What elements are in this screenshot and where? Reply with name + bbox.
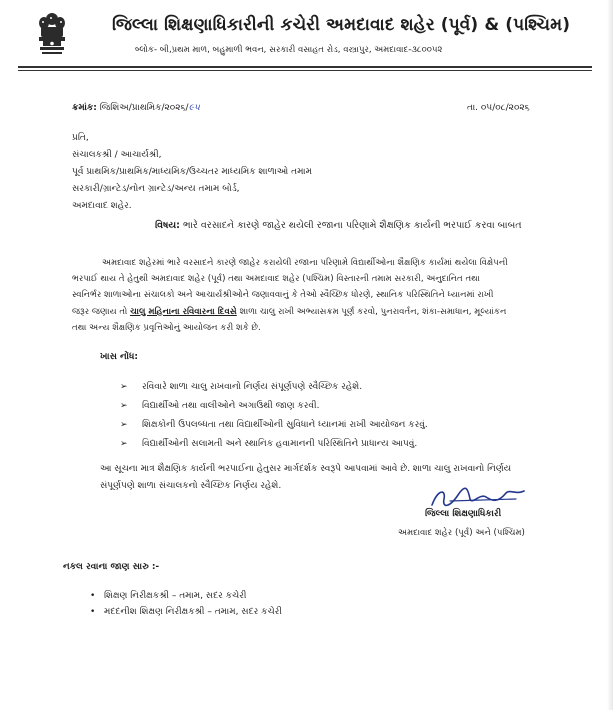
handwritten-signature xyxy=(420,485,540,511)
subject-text: ભારે વરસાદને કારણે જાહેર થયેલી રજાના પરિણામે શૈક્ષણિક કાર્યની ભરપાઈ કરવા બાબત xyxy=(183,220,522,231)
list-item xyxy=(90,588,282,604)
addressee-line: સંચાલકશ્રી / આચાર્યશ્રી, xyxy=(72,150,162,160)
copy-recipient: મદદનીશ શિક્ષણ નિરીક્ષકશ્રી – તમામ, સદર કચેરી xyxy=(104,607,282,617)
copy-to-list xyxy=(90,588,282,620)
special-note-list xyxy=(120,378,428,454)
bullet-dot-icon: • xyxy=(90,607,96,617)
list-item xyxy=(120,378,428,397)
bullet-dot-icon: • xyxy=(90,591,96,601)
signatory-office: અમદાવાદ શહેર (પૂર્વ) અને (પશ્ચિમ) xyxy=(398,528,525,538)
list-item xyxy=(120,435,428,454)
arrow-bullet-icon: ➢ xyxy=(120,439,128,449)
subject-label: વિષય: xyxy=(155,220,180,231)
letter-date: તા. ૦૫/૦૮/૨૦૨૬ xyxy=(467,103,530,113)
body-line-segment: શાળા ચાલુ રાખી અભ્યાસક્રમ પૂર્ણ કરવો, પુનરાવર્તન, શંકા-સમાધાન, મૂલ્યાંકન xyxy=(236,306,507,317)
note-text: વિદ્યાર્થીઓની સલામતી અને સ્થાનિક હવામાનની પરિસ્થિતિને પ્રાધાન્ય આપવું. xyxy=(142,439,418,449)
arrow-bullet-icon: ➢ xyxy=(120,401,128,411)
office-title: જિલ્લા શિક્ષણાધિકારીની કચેરી અમદાવાદ શહેર (પૂર્વ) & (પશ્ચિમ) xyxy=(112,15,571,35)
body-line: અમદાવાદ શહેરમાં ભારે વરસાદને કારણે જાહેર કરાયેલી રજાના પરિણામે વિદ્યાર્થીઓના શૈક્ષણિક કાર્યમાં થયેલા વિક્ષેપની xyxy=(102,258,508,268)
closing-line: આ સૂચના માત્ર શૈક્ષણિક કાર્યની ભરપાઈના હેતુસર માર્ગદર્શક સ્વરૂપે આપવામાં આવે છે. શાળા ચાલુ રાખવાનો નિર્ણય xyxy=(100,464,512,474)
body-paragraph xyxy=(72,255,542,336)
reference-number xyxy=(72,103,200,113)
arrow-bullet-icon: ➢ xyxy=(120,382,128,392)
copy-recipient: શિક્ષણ નિરીક્ષકશ્રી – તમામ, સદર કચેરી xyxy=(104,591,247,601)
body-line-segment: જરૂર જણાય તો xyxy=(72,306,130,317)
addressee-block xyxy=(72,130,312,215)
body-line: સ્વનિર્ભર શાળાઓના સંચાલકો અને આચાર્યશ્રીઓને જણાવવાનું કે તેઓ સ્વૈચ્છિક ધોરણે, સ્થાનિક પરિસ્થિતિને ધ્યાનમાં રાખી xyxy=(72,290,494,301)
reference-value: જિશિઅ/પ્રાથમિક/૨૦૨૬/ xyxy=(99,103,189,113)
note-text: વિદ્યાર્થીઓ તથા વાલીઓને અગાઉથી જાણ કરવી. xyxy=(142,401,320,411)
body-line: તથા અન્ય શૈક્ષણિક પ્રવૃત્તિઓનું આયોજન કરી શકે છે. xyxy=(72,322,261,333)
body-line xyxy=(72,304,542,320)
signatory-title: જિલ્લા શિક્ષણાધિકારી xyxy=(425,509,502,519)
header-rule-thin xyxy=(18,70,592,71)
reference-label: ક્રમાંક: xyxy=(72,103,97,113)
addressee-line: પૂર્વ પ્રાથમિક/પ્રાથમિક/માધ્યમિક/ઉચ્ચતર માધ્યમિક શાળાઓ તમામ xyxy=(72,167,312,177)
special-note-heading: ખાસ નોંધ: xyxy=(100,352,138,362)
addressee-line: અમદાવાદ શહેર. xyxy=(72,201,132,211)
list-item xyxy=(120,397,428,416)
list-item xyxy=(120,416,428,435)
list-item xyxy=(90,604,282,620)
office-address: બ્લોક- બી,પ્રથમ માળ, બહુમાળી ભવન, સરકારી વસાહત રોડ, વસ્ત્રાપુર, અમદાવાદ-૩૮૦૦૫૨ xyxy=(135,45,443,55)
reference-handwritten-number: ૯૫ xyxy=(188,103,200,113)
header-rule-thick xyxy=(18,66,592,68)
national-emblem-icon xyxy=(34,10,70,58)
copy-to-heading: નકલ રવાના જાણ સારુ :- xyxy=(63,562,160,572)
addressee-line: પ્રતિ, xyxy=(72,133,89,143)
subject-line xyxy=(155,220,522,231)
body-underlined-phrase: ચાલુ મહિનાના રવિવારના દિવસે xyxy=(129,306,237,317)
note-text: શિક્ષકોની ઉપલબ્ધતા તથા વિદ્યાર્થીઓની સુવિધાને ધ્યાનમાં રાખી આયોજન કરવું. xyxy=(142,420,428,430)
scan-edge-shadow xyxy=(607,0,613,710)
arrow-bullet-icon: ➢ xyxy=(120,420,128,430)
note-text: રવિવારે શાળા ચાલુ રાખવાનો નિર્ણય સંપૂર્ણપણે સ્વૈચ્છિક રહેશે. xyxy=(142,382,363,392)
closing-line: સંપૂર્ણપણે શાળા સંચાલકનો સ્વૈચ્છિક નિર્ણય રહેશે. xyxy=(100,481,282,491)
addressee-line: સરકારી/ગ્રાન્ટેડ/નોન ગ્રાન્ટેડ/અન્ય તમામ બોર્ડ, xyxy=(72,184,240,194)
body-line: ભરપાઈ થાય તે હેતુથી અમદાવાદ શહેર (પૂર્વ) તથા અમદાવાદ શહેર (પશ્ચિમ) વિસ્તારની તમામ સરકારી, અનુદાનિત તથા xyxy=(72,274,480,285)
